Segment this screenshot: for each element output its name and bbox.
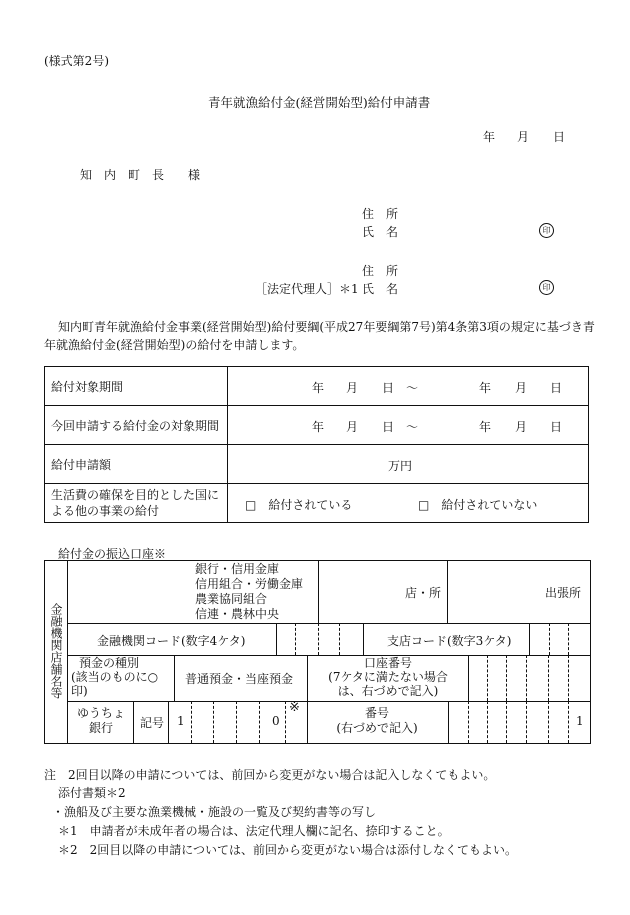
range-d1: 日 ～ xyxy=(382,420,419,434)
kigo-last-digit: 0 xyxy=(272,714,280,728)
rep-name-label: 氏 名 xyxy=(362,282,399,296)
branch-code-digit[interactable] xyxy=(549,623,550,655)
date-month: 月 xyxy=(517,130,530,144)
account-digit[interactable] xyxy=(568,655,569,701)
yucho-1: ゆうちょ xyxy=(77,706,126,720)
other-benefit-label xyxy=(45,484,228,523)
divider xyxy=(276,623,277,655)
sub-branch-label: 出張所 xyxy=(545,586,582,600)
form-number: (様式第2号) xyxy=(44,54,109,68)
account-digit[interactable] xyxy=(548,655,549,701)
branch-code-label: 支店コード(数字3ケタ) xyxy=(387,634,512,648)
table-row xyxy=(45,445,589,484)
bango-1: 番号 xyxy=(364,706,389,720)
account-digit[interactable] xyxy=(526,655,527,701)
bango-digit[interactable] xyxy=(506,701,507,743)
attach-heading: 添付書類＊2 xyxy=(58,786,126,800)
bank-heading: 給付金の振込口座※ xyxy=(58,547,167,561)
note: 注 2回目以降の申請については、前回から変更がない場合は記入しなくてもよい。 xyxy=(44,768,496,782)
divider xyxy=(133,701,134,743)
bango-last-digit: 1 xyxy=(576,714,584,728)
deposit-type-1: 預金の種別 xyxy=(79,656,140,670)
account-digit[interactable] xyxy=(487,655,488,701)
bank-type-item: 信連・農林中央 xyxy=(195,607,280,621)
deposit-options[interactable]: 普通預金・当座預金 xyxy=(185,672,294,686)
divider xyxy=(307,655,308,701)
attach-item: ・漁船及び主要な漁業機械・施設の一覧及び契約書等の写し xyxy=(52,805,377,819)
range-y2: 年 xyxy=(479,381,492,395)
current-period-value[interactable] xyxy=(228,406,589,445)
kigo-digit[interactable] xyxy=(236,701,237,743)
bank-type-item: 信用組合・労働金庫 xyxy=(195,577,304,591)
period-value[interactable] xyxy=(228,367,589,406)
bank-code-digit[interactable] xyxy=(339,623,340,655)
bank-side-label: 金融機関店舗名等 xyxy=(49,603,63,699)
range-y2: 年 xyxy=(479,420,492,434)
acct-no-1: 口座番号 xyxy=(363,656,412,670)
bank-code-digit[interactable] xyxy=(295,623,296,655)
application-table xyxy=(44,366,589,523)
divider xyxy=(529,623,530,655)
current-period-label: 今回申請する給付金の対象期間 xyxy=(45,406,228,445)
table-row xyxy=(45,484,589,523)
range-y1: 年 xyxy=(312,381,325,395)
divider xyxy=(468,655,469,701)
bank-type-item: 農業協同組合 xyxy=(195,592,268,606)
bank-code-label: 金融機関コード(数字4ケタ) xyxy=(97,634,246,648)
range-m2: 月 xyxy=(515,381,528,395)
range-d1: 日 ～ xyxy=(382,381,419,395)
period-label: 給付対象期間 xyxy=(45,367,228,406)
bank-row-account xyxy=(67,655,590,702)
bango-digit[interactable] xyxy=(468,701,469,743)
acct-no-3: は、右づめで記入) xyxy=(337,684,439,698)
kigo-digit[interactable] xyxy=(285,701,286,743)
yucho-2: 銀行 xyxy=(89,721,114,735)
amount-value[interactable] xyxy=(228,445,589,484)
bango-digit[interactable] xyxy=(526,701,527,743)
range-m1: 月 xyxy=(346,381,359,395)
kigo-label: 記号 xyxy=(140,716,165,730)
deposit-type-3: 印) xyxy=(71,684,88,698)
body-text-line2: 年就漁給付金(経営開始型)の給付を申請します。 xyxy=(44,338,305,352)
page-title: 青年就漁給付金(経営開始型)給付申請書 xyxy=(208,95,431,110)
bango-digit[interactable] xyxy=(548,701,549,743)
bango-digit[interactable] xyxy=(568,701,569,743)
bank-type-item: 銀行・信用金庫 xyxy=(195,562,280,576)
divider xyxy=(318,561,319,623)
bank-type-list xyxy=(195,562,303,622)
other-benefit-options xyxy=(228,484,589,523)
seal-icon: 印 xyxy=(539,223,554,238)
bank-table xyxy=(44,560,591,744)
kigo-digit[interactable] xyxy=(259,701,260,743)
other-label-1: 生活費の確保を目的とした国に xyxy=(51,488,220,502)
range-d2: 日 xyxy=(550,420,563,434)
footnote-2: ＊2 2回目以降の申請については、前回から変更がない場合は添付しなくてもよい。 xyxy=(58,843,518,857)
date-day: 日 xyxy=(553,130,566,144)
applicant-address-label: 住 所 xyxy=(362,207,399,221)
kigo-digit[interactable] xyxy=(213,701,214,743)
amount-unit: 万円 xyxy=(388,459,413,473)
bango-2: (右づめで記入) xyxy=(336,721,418,735)
kigo-digit[interactable] xyxy=(191,701,192,743)
amount-label: 給付申請額 xyxy=(45,445,228,484)
range-d2: 日 xyxy=(550,381,563,395)
bango-digit[interactable] xyxy=(487,701,488,743)
divider xyxy=(307,701,308,743)
seal-icon: 印 xyxy=(539,280,554,295)
table-row xyxy=(45,406,589,445)
footnote-1: ＊1 申請者が未成年者の場合は、法定代理人欄に記名、捺印すること。 xyxy=(58,824,450,838)
bango-label xyxy=(317,706,437,736)
bank-row-codes xyxy=(67,623,590,656)
yucho-label xyxy=(77,706,125,736)
checkbox-received[interactable]: □ 給付されている xyxy=(245,498,353,512)
bank-row-name[interactable] xyxy=(67,561,590,624)
rep-prefix: ［法定代理人］＊1 xyxy=(255,282,359,296)
date-year: 年 xyxy=(483,130,496,144)
rep-address-label: 住 所 xyxy=(362,264,399,278)
checkbox-not-received[interactable]: □ 給付されていない xyxy=(418,498,538,512)
other-label-2: よる他の事業の給付 xyxy=(51,504,160,518)
divider xyxy=(448,701,449,743)
table-row xyxy=(45,367,589,406)
range-y1: 年 xyxy=(312,420,325,434)
range-m1: 月 xyxy=(346,420,359,434)
divider xyxy=(363,623,364,655)
bank-row-yucho xyxy=(67,701,590,743)
account-digit[interactable] xyxy=(506,655,507,701)
divider xyxy=(447,561,448,623)
addressee: 知 内 町 長 様 xyxy=(80,168,201,182)
branch-label: 店・所 xyxy=(405,586,442,600)
bank-side-cell xyxy=(45,561,68,743)
deposit-type-label xyxy=(71,656,158,698)
deposit-type-2: (該当のものに○ xyxy=(71,670,159,684)
body-text-line1: 知内町青年就漁給付金事業(経営開始型)給付要綱(平成27年要綱第7号)第4条第3項の規定に基づき青 xyxy=(58,320,595,334)
mark: ※ xyxy=(289,700,300,715)
applicant-name-label: 氏 名 xyxy=(362,225,399,239)
acct-no-2: (7ケタに満たない場合 xyxy=(328,670,448,684)
bank-code-digit[interactable] xyxy=(318,623,319,655)
range-m2: 月 xyxy=(515,420,528,434)
kigo-first-digit: 1 xyxy=(177,714,185,728)
divider xyxy=(174,655,175,701)
account-number-label xyxy=(313,656,463,698)
divider xyxy=(168,701,169,743)
branch-code-digit[interactable] xyxy=(568,623,569,655)
